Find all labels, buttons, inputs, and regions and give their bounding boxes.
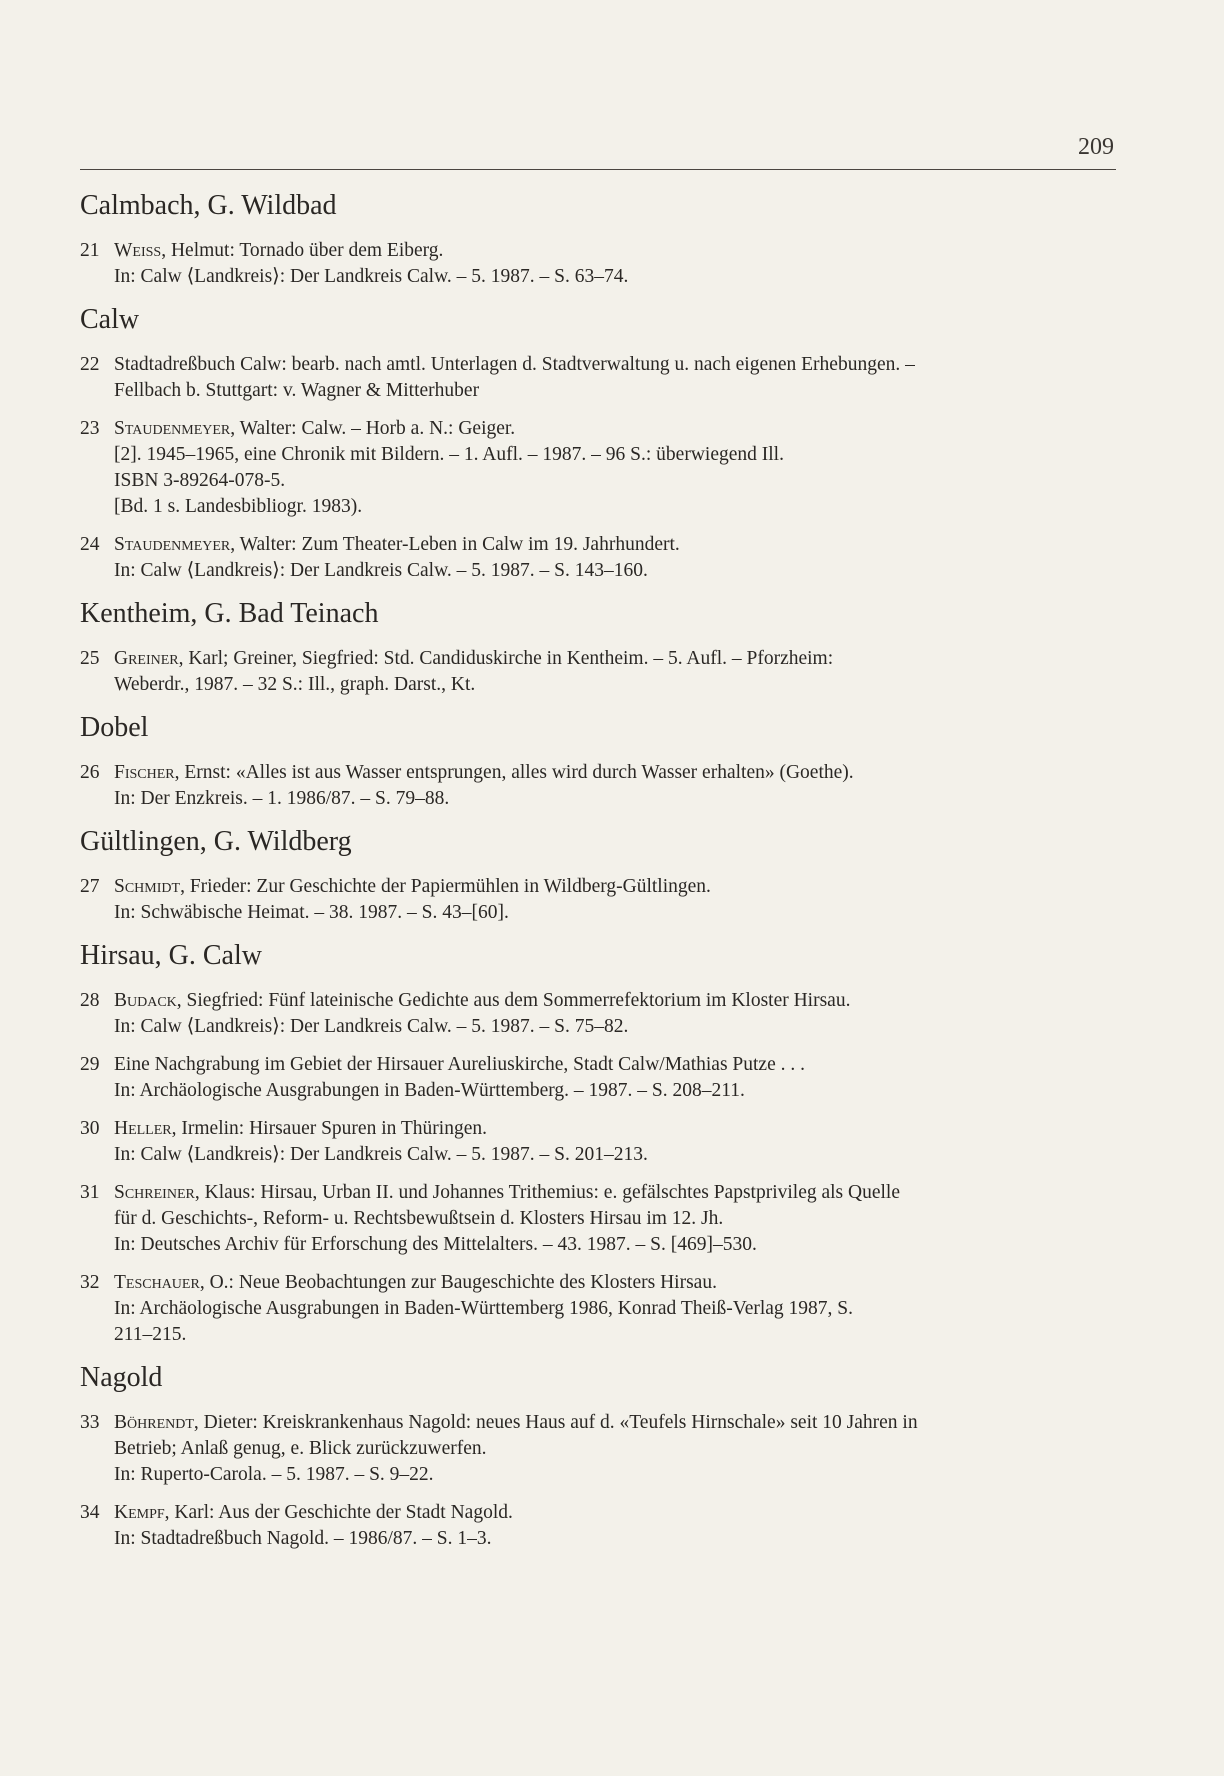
- entry-line: Stadtadreßbuch Calw: bearb. nach amtl. Unterlagen d. Stadtverwaltung u. nach eigenen Erhebungen. –: [114, 354, 915, 375]
- entry-author: Böhrendt: [114, 1412, 194, 1433]
- entry-author: Budack: [114, 990, 177, 1011]
- bibliography-section: [80, 596, 1120, 698]
- bibliography-entry: [80, 416, 1120, 520]
- entry-line: In: Archäologische Ausgrabungen in Baden-Württemberg. – 1987. – S. 208–211.: [114, 1080, 745, 1101]
- entry-number: 28: [80, 990, 100, 1011]
- entry-text: , Frieder: Zur Geschichte der Papiermühlen in Wildberg-Gültlingen.: [180, 876, 711, 897]
- bibliography-entry: [80, 1270, 1120, 1348]
- entry-line: 211–215.: [114, 1324, 187, 1345]
- entry-line: [114, 1500, 1120, 1526]
- entry-number: 25: [80, 648, 100, 669]
- entry-line: [114, 988, 1120, 1014]
- page-number: 209: [1078, 134, 1114, 160]
- bibliography-entry: [80, 1052, 1120, 1104]
- bibliography-entry: [80, 874, 1120, 926]
- bibliography-entry: [80, 352, 1120, 404]
- bibliography-entry: [80, 532, 1120, 584]
- bibliography-entry: [80, 1180, 1120, 1258]
- section-heading: Dobel: [80, 712, 149, 743]
- entry-number: 24: [80, 534, 100, 555]
- entry-text: , Walter: Zum Theater-Leben in Calw im 19. Jahrhundert.: [230, 534, 680, 555]
- entry-line: [Bd. 1 s. Landesbibliogr. 1983).: [114, 496, 363, 517]
- entry-line: Weberdr., 1987. – 32 S.: Ill., graph. Darst., Kt.: [114, 674, 476, 695]
- entry-line: [114, 1180, 1120, 1206]
- entry-line: ISBN 3-89264-078-5.: [114, 470, 286, 491]
- entry-line: In: Archäologische Ausgrabungen in Baden-Württemberg 1986, Konrad Theiß-Verlag 1987, S.: [114, 1298, 854, 1319]
- section-heading: Calmbach, G. Wildbad: [80, 190, 337, 221]
- entry-line: In: Calw ⟨Landkreis⟩: Der Landkreis Calw. – 5. 1987. – S. 143–160.: [114, 560, 648, 581]
- entry-number: 26: [80, 762, 100, 783]
- bibliography-entry: [80, 1116, 1120, 1168]
- bibliography-section: [80, 302, 1120, 584]
- entry-line: In: Der Enzkreis. – 1. 1986/87. – S. 79–88.: [114, 788, 450, 809]
- entry-number: 29: [80, 1054, 100, 1075]
- entry-line: für d. Geschichts-, Reform- u. Rechtsbewußtsein d. Klosters Hirsau im 12. Jh.: [114, 1208, 724, 1229]
- entry-line: [114, 874, 1120, 900]
- section-heading: Nagold: [80, 1362, 163, 1393]
- entry-line: [114, 416, 1120, 442]
- entry-text: , Walter: Calw. – Horb a. N.: Geiger.: [230, 418, 516, 439]
- entry-number: 34: [80, 1502, 100, 1523]
- entry-author: Fischer: [114, 762, 175, 783]
- section-heading: Kentheim, G. Bad Teinach: [80, 598, 379, 629]
- bibliography-entry: [80, 760, 1120, 812]
- entry-author: Weiss: [114, 240, 162, 261]
- entry-text: , Karl; Greiner, Siegfried: Std. Candiduskirche in Kentheim. – 5. Aufl. – Pforzheim:: [178, 648, 834, 669]
- entry-text: , Klaus: Hirsau, Urban II. und Johannes Trithemius: e. gefälschtes Papstprivileg als Quelle: [194, 1182, 900, 1203]
- entry-line: [114, 760, 1120, 786]
- entry-line: In: Ruperto-Carola. – 5. 1987. – S. 9–22.: [114, 1464, 434, 1485]
- section-heading: Calw: [80, 304, 140, 335]
- section-heading: Gültlingen, G. Wildberg: [80, 826, 352, 857]
- bibliography-entry: [80, 1410, 1120, 1488]
- bibliography-section: [80, 824, 1120, 926]
- entry-number: 27: [80, 876, 100, 897]
- entry-author: Kempf: [114, 1502, 165, 1523]
- entry-text: , Irmelin: Hirsauer Spuren in Thüringen.: [171, 1118, 488, 1139]
- entry-author: Schreiner: [114, 1182, 195, 1203]
- entry-line: In: Stadtadreßbuch Nagold. – 1986/87. – S. 1–3.: [114, 1528, 492, 1549]
- entry-number: 21: [80, 240, 100, 261]
- bibliography-section: [80, 710, 1120, 812]
- entry-text: , Karl: Aus der Geschichte der Stadt Nagold.: [164, 1502, 513, 1523]
- entry-line: [114, 646, 1120, 672]
- entry-author: Staudenmeyer: [114, 534, 231, 555]
- entry-line: In: Calw ⟨Landkreis⟩: Der Landkreis Calw. – 5. 1987. – S. 75–82.: [114, 1016, 629, 1037]
- bibliography-entry: [80, 988, 1120, 1040]
- entry-line: Fellbach b. Stuttgart: v. Wagner & Mitterhuber: [114, 380, 480, 401]
- header-rule: [80, 169, 1116, 170]
- entry-text: , Ernst: «Alles ist aus Wasser entsprungen, alles wird durch Wasser erhalten» (Goethe).: [174, 762, 854, 783]
- entry-line: [2]. 1945–1965, eine Chronik mit Bildern. – 1. Aufl. – 1987. – 96 S.: überwiegend Ill.: [114, 444, 784, 465]
- entry-number: 32: [80, 1272, 100, 1293]
- bibliography-entry: [80, 646, 1120, 698]
- entry-line: [114, 1410, 1120, 1436]
- bibliography-section: [80, 1360, 1120, 1552]
- entry-text: , Siegfried: Fünf lateinische Gedichte aus dem Sommerrefektorium im Kloster Hirsau.: [176, 990, 851, 1011]
- entry-author: Greiner: [114, 648, 179, 669]
- entry-line: In: Calw ⟨Landkreis⟩: Der Landkreis Calw. – 5. 1987. – S. 63–74.: [114, 266, 629, 287]
- bibliography-section: [80, 938, 1120, 1348]
- entry-line: In: Calw ⟨Landkreis⟩: Der Landkreis Calw. – 5. 1987. – S. 201–213.: [114, 1144, 648, 1165]
- section-heading: Hirsau, G. Calw: [80, 940, 262, 971]
- entry-line: In: Deutsches Archiv für Erforschung des Mittelalters. – 43. 1987. – S. [469]–530.: [114, 1234, 757, 1255]
- entry-author: Staudenmeyer: [114, 418, 231, 439]
- entry-number: 23: [80, 418, 100, 439]
- entry-author: Heller: [114, 1118, 172, 1139]
- entry-line: [114, 532, 1120, 558]
- bibliography-content: [80, 188, 1120, 1564]
- entry-text: , Helmut: Tornado über dem Eiberg.: [161, 240, 444, 261]
- entry-author: Teschauer: [114, 1272, 200, 1293]
- bibliography-entry: [80, 238, 1120, 290]
- entry-line: Betrieb; Anlaß genug, e. Blick zurückzuwerfen.: [114, 1438, 487, 1459]
- entry-line: [114, 1116, 1120, 1142]
- entry-number: 33: [80, 1412, 100, 1433]
- entry-line: In: Schwäbische Heimat. – 38. 1987. – S. 43–[60].: [114, 902, 509, 923]
- entry-line: Eine Nachgrabung im Gebiet der Hirsauer Aureliuskirche, Stadt Calw/Mathias Putze . . .: [114, 1054, 805, 1075]
- bibliography-entry: [80, 1500, 1120, 1552]
- entry-line: [114, 238, 1120, 264]
- entry-number: 31: [80, 1182, 100, 1203]
- entry-number: 30: [80, 1118, 100, 1139]
- entry-text: , O.: Neue Beobachtungen zur Baugeschichte des Klosters Hirsau.: [199, 1272, 717, 1293]
- bibliography-section: [80, 188, 1120, 290]
- entry-number: 22: [80, 354, 100, 375]
- entry-author: Schmidt: [114, 876, 181, 897]
- entry-text: , Dieter: Kreiskrankenhaus Nagold: neues Haus auf d. «Teufels Hirnschale» seit 10 Jahren in: [193, 1412, 918, 1433]
- entry-line: [114, 1270, 1120, 1296]
